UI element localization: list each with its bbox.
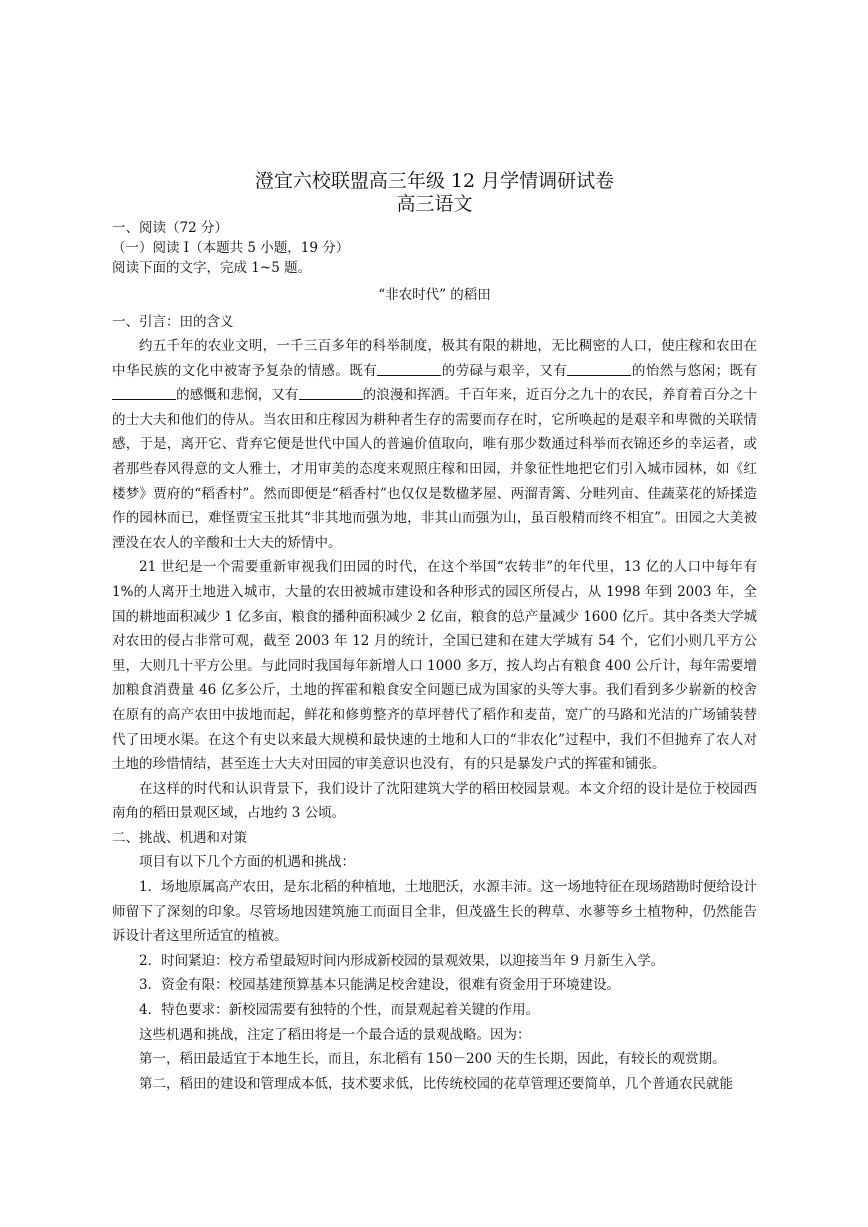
fill-blank-2 bbox=[567, 362, 631, 376]
exam-page bbox=[112, 170, 757, 1096]
article-paragraph-5: 1．场地原属高产农田，是东北稻的种植地，土地肥沃，水源丰沛。这一场地特征在现场踏勘时便给设计师留下了深刻的印象。尽管场地因建筑施工而面目全非，但茂盛生长的稗草、水蓼等乡土植物种，仍然能告诉设计者这里所适宜的植被。 bbox=[112, 879, 757, 945]
fill-blank-4 bbox=[299, 386, 363, 400]
article-paragraph-2: 21 世纪是一个需要重新审视我们田园的时代，在这个举国“农转非”的年代里，13 亿的人口中每年有 1%的人离开土地进入城市，大量的农田被城市建设和各种形式的园区所侵占，从 1998 年到 2003 年，全国的耕地面积减少 1 亿多亩，粮食的播种面积减少 2 亿亩，粮食的总产量减少 1600 亿斤。其中各类大学城对农田的侵占非常可观，截至 2003 年 12 月的统计，全国已建和在建大学城有 54 个，它们小则几平方公里，大则几十平方公里。与此同时我国每年新增人口 1000 多万，按人均占有粮食 400 公斤计，每年需要增加粮食消费量 46 亿多公斤，土地的挥霍和粮食安全问题已成为国家的头等大事。我们看到多少崭新的校舍在原有的高产农田中拔地而起，鲜花和修剪整齐的草坪替代了稻作和麦苗，宽广的马路和光洁的广场铺装替代了田埂水渠。在这个有史以来最大规模和最快速的土地和人口的“非农化”过程中，我们不但抛弃了农人对土地的珍惜情结，甚至连士大夫对田园的审美意识也没有，有的只是暴发户式的挥霍和铺张。 bbox=[112, 559, 757, 773]
article-paragraph-11: 第二，稻田的建设和管理成本低，技术要求低，比传统校园的花草管理还要简单，几个普通农民就能 bbox=[139, 1075, 733, 1092]
paragraph-text: 的怡然与悠闲；既有 bbox=[631, 362, 758, 379]
paragraph-text: 约五千年的农业文明，一千三百多年的科举制度，极其有限的耕地，无比稠密的人口，使庄稼和农田在中华民族的文化中被寄予复杂的情感。既有 bbox=[112, 338, 757, 379]
reading-instruction: 阅读下面的文字，完成 1~5 题。 bbox=[112, 260, 312, 276]
article-paragraph-1 bbox=[112, 334, 757, 555]
article-paragraph-3: 在这样的时代和认识背景下，我们设计了沈阳建筑大学的稻田校园景观。本文介绍的设计是位于校园西南角的稻田景观区域，占地约 3 公顷。 bbox=[112, 780, 757, 822]
article-heading-2: 二、挑战、机遇和对策 bbox=[112, 829, 247, 846]
fill-blank-1 bbox=[377, 362, 441, 376]
article-title: “非农时代” 的稻田 bbox=[378, 287, 491, 303]
subsection-heading: （一）阅读 I（本题共 5 小题，19 分） bbox=[112, 240, 350, 256]
paragraph-text: 的劳碌与艰辛，又有 bbox=[441, 362, 568, 379]
section-heading: 一、阅读（72 分） bbox=[112, 220, 228, 236]
exam-title: 澄宜六校联盟高三年级 12 月学情调研试卷 bbox=[254, 170, 615, 192]
article-paragraph-4: 项目有以下几个方面的机遇和挑战： bbox=[139, 854, 355, 871]
paragraph-text: 的浪漫和挥洒。千百年来，近百分之九十的农民，养育着百分之十的士大夫和他们的侍从。当农田和庄稼因为耕种者生存的需要而存在时，它所唤起的是艰辛和卑微的关联情感，于是，离开它、背弃它便是世代中国人的普遍价值取向，唯有那少数通过科举而衣锦还乡的幸运者，或者那些春风得意的文人雅士，才用审美的态度来观照庄稼和田园，并象征性地把它们引入城市园林，如《红楼梦》贾府的“稻香村”。然而即便是“稻香村”也仅仅是数楹茅屋、两溜青篱、分畦列亩、佳蔬菜花的矫揉造作的园林而已，难怪贾宝玉批其“非其地而强为地，非其山而强为山，虽百般精而终不相宜”。田园之大美被湮没在农人的辛酸和士大夫的矫情中。 bbox=[112, 387, 758, 551]
paragraph-text: 的感慨和悲悯，又有 bbox=[176, 387, 299, 404]
article-paragraph-10: 第一，稻田最适宜于本地生长，而且，东北稻有 150－200 天的生长期，因此，有较长的观赏期。 bbox=[139, 1051, 726, 1068]
article-paragraph-7: 3．资金有限：校园基建预算基本只能满足校舍建设，很难有资金用于环境建设。 bbox=[139, 977, 621, 994]
exam-subject: 高三语文 bbox=[396, 193, 473, 215]
article-paragraph-6: 2．时间紧迫：校方希望最短时间内形成新校园的景观效果，以迎接当年 9 月新生入学。 bbox=[139, 952, 665, 969]
article-paragraph-9: 这些机遇和挑战，注定了稻田将是一个最合适的景观战略。因为： bbox=[139, 1026, 531, 1043]
article-heading-1: 一、引言：田的含义 bbox=[112, 314, 234, 330]
article-paragraph-8: 4．特色要求：新校园需要有独特的个性，而景观起着关键的作用。 bbox=[139, 1002, 540, 1019]
fill-blank-3 bbox=[112, 386, 176, 400]
